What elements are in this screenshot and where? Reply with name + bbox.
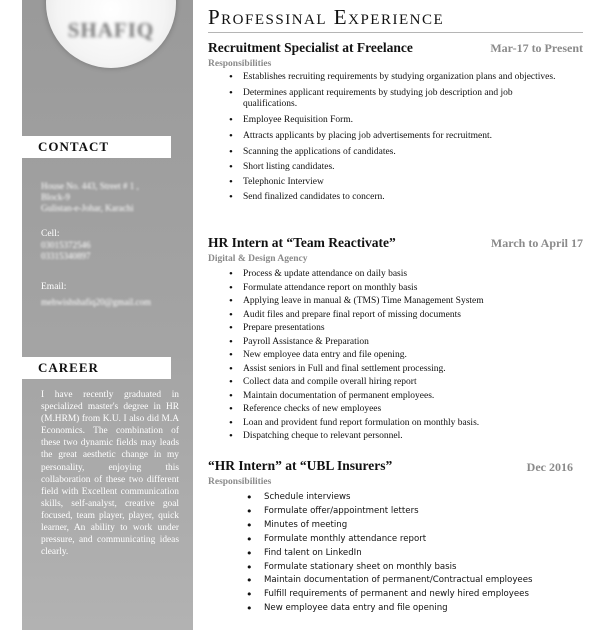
career-heading-tag [20,357,171,379]
title-divider [208,32,583,33]
responsibility-list [246,491,586,616]
job-subheading: Responsibilities [208,59,272,69]
list-item: • Find talent on LinkedIn [246,547,586,561]
list-item: • Employee Requisition Form. [229,115,569,126]
job-date: Dec 2016 [526,460,573,474]
phone-number: 03315340897 [41,251,91,261]
list-item: • Short listing candidates. [229,162,569,173]
career-summary: I have recently graduated in specialized master's degree in HR (M.HRM) from K.U. I also did M.A Economics. The combination of these two dynamic fields may leads the great aesthetic change in my personality, enjoying this collaboration of these two different field with Excellent communication skills, self-analyst, creative goal focused, team player, player, quick learner, An ability to work under pressure, and communicating ideas clearly. [41,390,179,558]
list-item: • New employee data entry and file opening [246,602,586,616]
list-item: • Audit files and prepare final report of missing documents [229,309,569,323]
list-item: • Maintain documentation of permanent/Contractual employees [246,574,586,588]
list-item: • Assist seniors in Full and final settlement processing. [229,363,569,377]
list-item: • Prepare presentations [229,322,569,336]
job-subheading: Digital & Design Agency [208,254,308,264]
email-label: Email: [41,282,67,292]
contact-heading-tag [20,136,171,158]
job-subheading: Responsibilities [208,477,272,487]
list-item: • Minutes of meeting [246,519,586,533]
list-item: • Establishes recruiting requirements by studying organization plans and objectives. [229,72,569,83]
address-line: Gulistan-e-Johar, Karachi [41,203,134,213]
list-item: • Attracts applicants by placing job advertisements for recruitment. [229,131,569,142]
responsibility-list [229,268,569,444]
phone-number: 03015372546 [41,240,91,250]
list-item: • Formulate attendance report on monthly basis [229,282,569,296]
contact-address [41,181,139,214]
job-title: “HR Intern” at “UBL Insurers” [208,458,393,473]
list-item: • Fulfill requirements of permanent and newly hired employees [246,588,586,602]
address-line: Block-9 [41,192,70,202]
list-item: • Collect data and compile overall hiring report [229,376,569,390]
list-item: • Reference checks of new employees [229,403,569,417]
phone-list [41,240,91,262]
list-item: • Loan and provident fund report formulation on monthly basis. [229,417,569,431]
list-item: • Formulate offer/appointment letters [246,505,586,519]
job-date: Mar-17 to Present [490,41,583,55]
job-title: Recruitment Specialist at Freelance [208,40,413,55]
responsibility-list [229,72,569,203]
job-date: March to April 17 [490,236,583,250]
list-item: • Telephonic Interview [229,177,569,188]
page-title: Professinal Experience [208,5,445,29]
profile-name: SHAFIQ [67,18,155,42]
list-item: • Dispatching cheque to relevant personnel. [229,430,569,444]
job-title: HR Intern at “Team Reactivate” [208,235,396,250]
list-item: • Payroll Assistance & Preparation [229,336,569,350]
list-item: • Process & update attendance on daily basis [229,268,569,282]
email-address: mehwishshafiq20@gmail.com [41,297,152,307]
career-heading: CAREER [38,360,99,375]
list-item: • Formulate monthly attendance report [246,533,586,547]
list-item: • New employee data entry and file opening. [229,349,569,363]
address-line: House No. 443, Street # 1 , [41,181,139,191]
list-item: • Scanning the applications of candidates. [229,147,569,158]
contact-heading: CONTACT [38,139,110,154]
cell-label: Cell: [41,229,60,239]
list-item: • Determines applicant requirements by studying job description and job qualifications. [229,88,569,110]
list-item: • Schedule interviews [246,491,586,505]
list-item: • Formulate stationary sheet on monthly basis [246,561,586,575]
list-item: • Maintain documentation of permanent employees. [229,390,569,404]
list-item: • Send finalized candidates to concern. [229,192,569,203]
list-item: • Applying leave in manual & (TMS) Time Management System [229,295,569,309]
